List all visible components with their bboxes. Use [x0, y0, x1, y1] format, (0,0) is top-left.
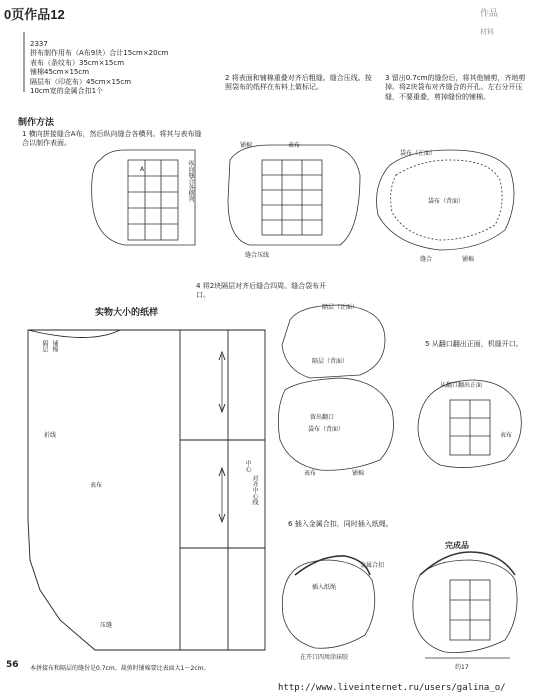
step-6 — [288, 520, 448, 529]
pattern-center: 中心 — [244, 460, 251, 472]
label-biaobu3: 表布 — [500, 432, 513, 439]
label-liuchu: 留出翻口 — [310, 414, 335, 421]
material-line: 表布（条纹布）35cm×15cm — [30, 58, 125, 67]
label-chuanru: 插入纸绳 — [312, 584, 337, 591]
label-cut-sew: 纵向缝合各横列 — [187, 160, 194, 202]
pattern-ya: 压缝 — [100, 622, 113, 629]
corner-text: 作品 — [480, 9, 499, 19]
materials-code: 2337 — [30, 40, 48, 48]
step5-drawing — [418, 380, 521, 468]
step-1 — [22, 130, 202, 149]
step2-drawing — [228, 145, 360, 245]
label-biaobu: 表布 — [288, 142, 301, 149]
watermark: http://www.liveinternet.ru/users/galina_o/ — [278, 683, 506, 693]
label-fengya: 缝合压线 — [245, 252, 270, 259]
step4-drawing — [278, 305, 393, 470]
step-text: 从翻口翻出正面，机缝开口。 — [431, 340, 523, 348]
label-pumian3: 铺棉 — [352, 470, 365, 477]
material-line: 隔层布（印花布）45cm×15cm — [30, 77, 132, 86]
step-number: 1 — [22, 130, 27, 138]
step-text: 插入金属合扣，同时插入纸绳。 — [294, 520, 393, 528]
step-text: 横向拼接缝合A布，然后纵向缝合各横列。将其与表布缝合以制作表面。 — [22, 130, 202, 148]
section-title: 制作方法 — [18, 118, 55, 128]
material-line: 铺棉45cm×15cm — [30, 68, 90, 77]
label-biaobu2: 表布 — [304, 470, 317, 477]
finished-drawing — [413, 552, 517, 658]
step-number: 4 — [196, 282, 201, 290]
label-geceng-back: 隔层（背面） — [312, 358, 349, 365]
step-number: 3 — [385, 74, 390, 82]
step6-drawing — [282, 556, 374, 648]
material-line: 拼布制作用布（A布9块）合计15cm×20cm — [30, 49, 169, 58]
step-number: 6 — [288, 520, 293, 528]
label-about17: 约17 — [455, 664, 469, 671]
pattern-title: 实物大小的纸样 — [95, 308, 159, 318]
page-title: 0页作品12 — [4, 7, 65, 22]
label-kou-open: 在开口四周涂抹胶 — [300, 654, 349, 661]
pattern-biaobu: 表布 — [90, 482, 103, 489]
step-text: 留出0.7cm的缝份后，将其他铺剪，齐地剪掉。将2块袋布对齐缝合的开孔。左右分开压缝，不要重叠，剪掉缝份的铺棉。 — [385, 74, 526, 101]
page-number: 56 — [6, 660, 19, 670]
pattern-fold: 折线 — [44, 432, 57, 439]
step1-drawing — [92, 150, 195, 245]
pattern-geceng: 隔层 — [41, 340, 48, 352]
label-done: 完成品 — [445, 541, 469, 550]
step-3 — [385, 74, 535, 102]
footer-note: 本拼接布和隔层的缝份是0.7cm。裁剪时铺棉要比表面大1～2cm。 — [30, 665, 210, 672]
step-number: 2 — [225, 74, 230, 82]
label-jinshu: 金属合扣 — [360, 562, 385, 569]
step-text: 将2块隔层对齐后缝合四周。缝合袋布开口。 — [196, 282, 327, 300]
pattern-drawing — [28, 330, 265, 650]
label-a: A — [140, 166, 145, 173]
corner-sub: 材料 — [480, 28, 494, 36]
label-daibu-front: 袋布（正面） — [400, 150, 437, 157]
label-fankou: 从翻口翻出正面 — [440, 382, 483, 389]
pattern-pumian: 铺棉 — [51, 340, 58, 352]
step-5 — [425, 340, 539, 349]
label-pumian2: 铺棉 — [462, 256, 475, 263]
material-line: 10cm宽的金属合扣1个 — [30, 87, 104, 96]
pattern-align: 对齐中心线 — [251, 475, 258, 505]
label-daibu-back: 袋布（背面） — [428, 198, 465, 205]
label-fenghe: 缝合 — [420, 256, 433, 263]
step-4 — [196, 282, 336, 301]
label-pumian: 铺棉 — [240, 142, 253, 149]
step-2 — [225, 74, 375, 93]
step-number: 5 — [425, 340, 430, 348]
materials-list — [30, 40, 168, 97]
label-geceng-front: 隔层（正面） — [322, 304, 359, 311]
label-daibu-back2: 袋布（背面） — [308, 426, 345, 433]
step-text: 将表面和铺棉重叠对齐后粗缝。缝合压线。按照袋布的纸样在布料上做标记。 — [225, 74, 372, 92]
